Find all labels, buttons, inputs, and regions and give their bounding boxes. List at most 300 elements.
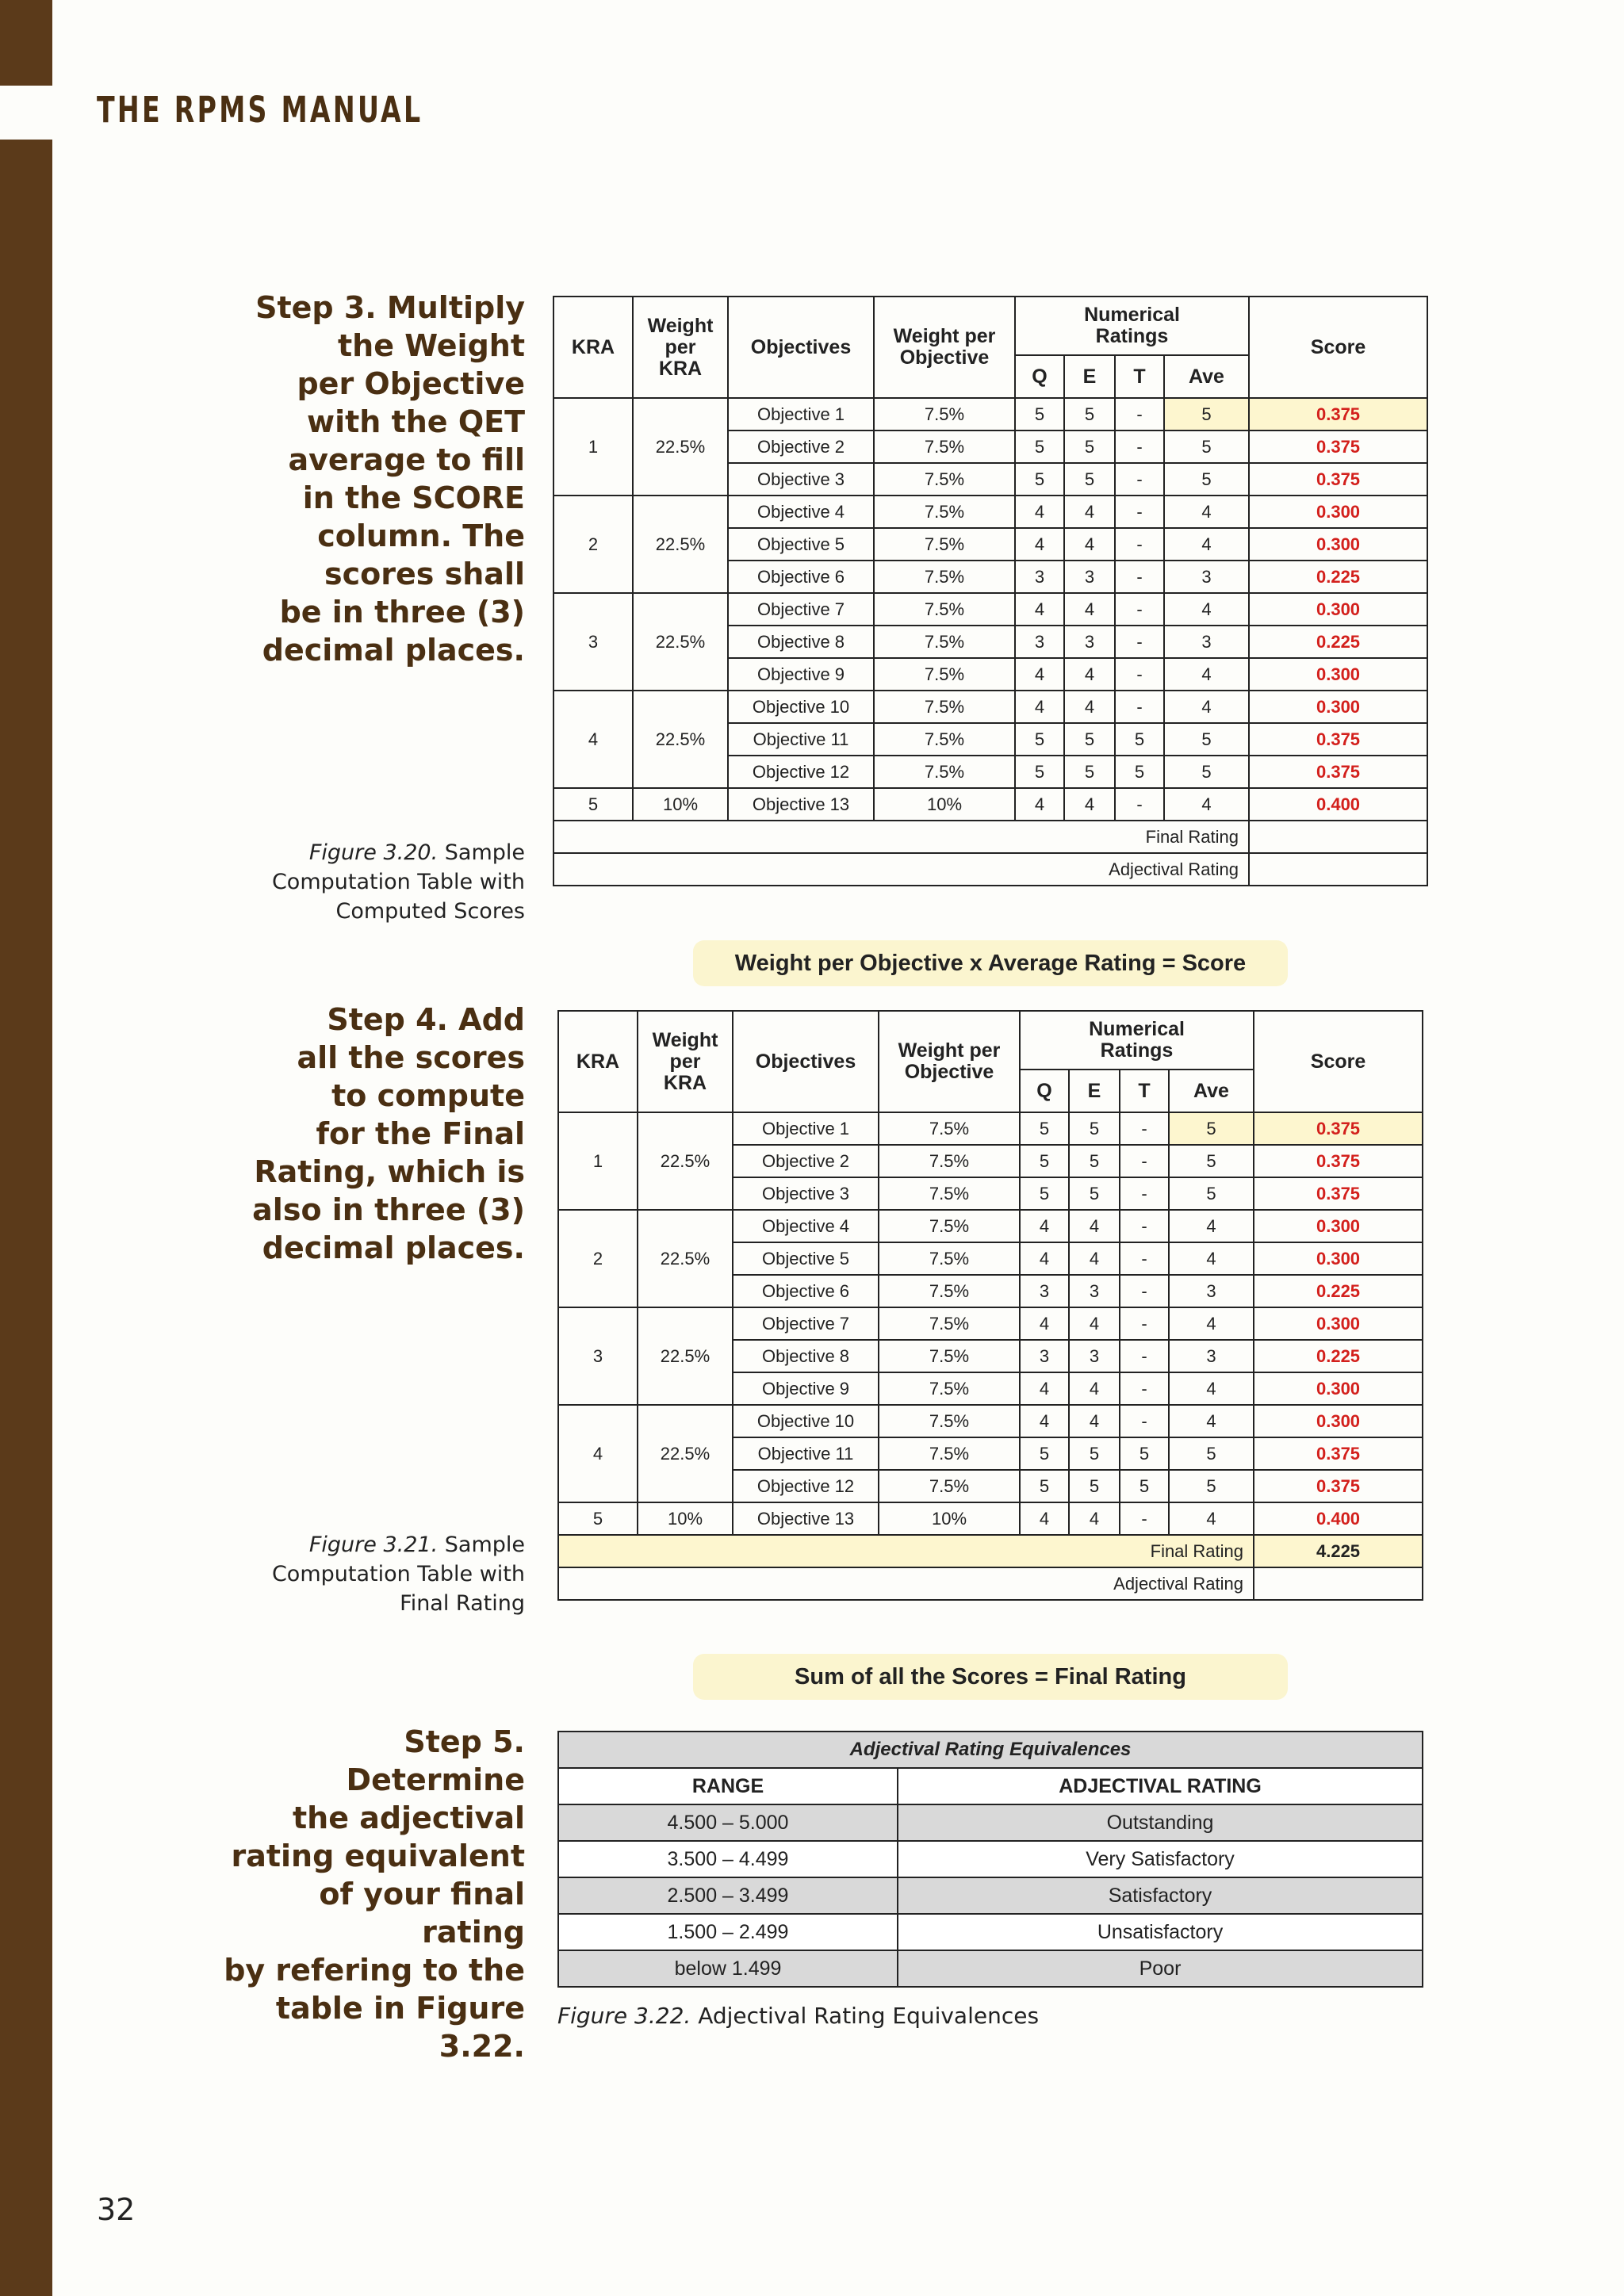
e-cell: 4	[1069, 1405, 1120, 1437]
t-cell: -	[1120, 1145, 1169, 1177]
adjectival-rating-value	[1249, 853, 1427, 886]
score-cell: 0.375	[1249, 723, 1427, 756]
average-cell: 4	[1169, 1307, 1254, 1340]
efficiency-header: E	[1069, 1070, 1120, 1112]
objective-weight-cell: 7.5%	[874, 626, 1015, 658]
rating-cell: Very Satisfactory	[898, 1841, 1423, 1877]
timeliness-header: T	[1115, 355, 1164, 398]
q-cell: 3	[1020, 1275, 1069, 1307]
quality-header: Q	[1020, 1070, 1069, 1112]
t-cell: -	[1115, 658, 1164, 691]
table-row	[558, 1502, 1423, 1535]
objective-weight-cell: 10%	[879, 1502, 1020, 1535]
objective-weight-cell: 7.5%	[879, 1470, 1020, 1502]
table-row	[558, 1405, 1423, 1437]
step4-line: for the Final	[316, 1116, 525, 1151]
objective-weight-cell: 7.5%	[879, 1307, 1020, 1340]
average-cell: 4	[1164, 788, 1249, 821]
figure-3-20-caption	[222, 838, 525, 926]
t-cell: -	[1120, 1307, 1169, 1340]
q-cell: 4	[1015, 691, 1064, 723]
table-row	[558, 1112, 1423, 1145]
step3-line: be in three (3)	[279, 595, 525, 629]
header-line: Objective	[899, 346, 990, 369]
table-row	[553, 691, 1427, 723]
adjectival-rating-label: Adjectival Rating	[558, 1567, 1254, 1600]
objective-weight-cell: 7.5%	[874, 528, 1015, 561]
t-cell: -	[1115, 398, 1164, 430]
weight-per-kra-header	[633, 297, 728, 398]
header-line: per	[669, 1050, 701, 1073]
final-rating-label: Final Rating	[553, 821, 1249, 853]
caption-text: Computation Table with	[271, 870, 525, 894]
average-cell: 5	[1169, 1470, 1254, 1502]
kra-cell: 5	[553, 788, 633, 821]
kra-weight-cell: 22.5%	[633, 691, 728, 788]
average-cell: 4	[1164, 658, 1249, 691]
e-cell: 4	[1064, 528, 1115, 561]
table-row	[553, 593, 1427, 626]
average-cell: 4	[1169, 1242, 1254, 1275]
range-cell: 3.500 – 4.499	[558, 1841, 898, 1877]
average-cell: 3	[1169, 1340, 1254, 1372]
adjectival-rating-table	[557, 1731, 1423, 1988]
objective-weight-cell: 7.5%	[879, 1405, 1020, 1437]
t-cell: -	[1120, 1372, 1169, 1405]
step4-line: all the scores	[297, 1040, 525, 1075]
score-cell: 0.375	[1254, 1177, 1423, 1210]
average-cell: 5	[1169, 1112, 1254, 1145]
kra-cell: 3	[558, 1307, 638, 1405]
objective-cell: Objective 1	[733, 1112, 879, 1145]
objective-cell: Objective 11	[733, 1437, 879, 1470]
weight-per-kra-header	[638, 1011, 733, 1112]
q-cell: 5	[1020, 1145, 1069, 1177]
q-cell: 5	[1015, 463, 1064, 496]
figure-3-22-caption	[557, 2003, 1039, 2029]
objective-cell: Objective 6	[728, 561, 874, 593]
q-cell: 3	[1015, 561, 1064, 593]
objective-weight-cell: 7.5%	[879, 1210, 1020, 1242]
q-cell: 4	[1020, 1307, 1069, 1340]
kra-header: KRA	[553, 297, 633, 398]
objective-weight-cell: 7.5%	[879, 1437, 1020, 1470]
step3-line: column. The	[317, 519, 525, 553]
numerical-ratings-header	[1020, 1011, 1254, 1070]
step3-line: the Weight	[338, 328, 525, 363]
average-cell: 3	[1164, 626, 1249, 658]
kra-cell: 1	[558, 1112, 638, 1210]
table-row	[553, 788, 1427, 821]
e-cell: 3	[1064, 626, 1115, 658]
figure-label: Figure 3.20.	[308, 840, 439, 865]
adjectival-rating-label: Adjectival Rating	[553, 853, 1249, 886]
header-line: per	[665, 335, 696, 358]
caption-text: Computed Scores	[335, 899, 525, 924]
objective-cell: Objective 11	[728, 723, 874, 756]
average-cell: 4	[1164, 528, 1249, 561]
e-cell: 4	[1064, 658, 1115, 691]
objective-weight-cell: 7.5%	[879, 1145, 1020, 1177]
t-cell: -	[1115, 528, 1164, 561]
objective-weight-cell: 7.5%	[874, 398, 1015, 430]
header-line: Ratings	[1100, 1039, 1174, 1062]
header-line: Numerical	[1084, 304, 1180, 326]
t-cell: -	[1115, 626, 1164, 658]
t-cell: -	[1115, 463, 1164, 496]
score-cell: 0.300	[1249, 658, 1427, 691]
header-line: Objective	[904, 1061, 994, 1083]
objective-weight-cell: 7.5%	[874, 463, 1015, 496]
objective-cell: Objective 9	[728, 658, 874, 691]
e-cell: 4	[1064, 691, 1115, 723]
t-cell: -	[1120, 1502, 1169, 1535]
adjectival-rating-header: ADJECTIVAL RATING	[898, 1768, 1423, 1804]
objective-weight-cell: 7.5%	[874, 561, 1015, 593]
adjectival-rating-value	[1254, 1567, 1423, 1600]
sidebar-notch	[0, 86, 52, 140]
step5-line: of your final rating	[319, 1877, 525, 1950]
score-cell: 0.225	[1249, 561, 1427, 593]
final-rating-value: 4.225	[1254, 1535, 1423, 1567]
final-rating-label: Final Rating	[558, 1535, 1254, 1567]
caption-text: Sample	[438, 840, 525, 865]
rating-cell: Unsatisfactory	[898, 1914, 1423, 1950]
score-cell: 0.225	[1249, 626, 1427, 658]
objective-cell: Objective 8	[733, 1340, 879, 1372]
t-cell: -	[1120, 1275, 1169, 1307]
average-cell: 4	[1169, 1372, 1254, 1405]
step5-line: rating equivalent	[231, 1839, 525, 1873]
score-cell: 0.375	[1254, 1145, 1423, 1177]
objective-cell: Objective 13	[733, 1502, 879, 1535]
t-cell: -	[1115, 496, 1164, 528]
e-cell: 5	[1064, 723, 1115, 756]
average-cell: 5	[1169, 1437, 1254, 1470]
score-cell: 0.300	[1254, 1307, 1423, 1340]
caption-text: Computation Table with	[271, 1562, 525, 1586]
average-cell: 5	[1169, 1145, 1254, 1177]
objective-weight-cell: 7.5%	[874, 658, 1015, 691]
objectives-header: Objectives	[733, 1011, 879, 1112]
score-cell: 0.375	[1254, 1437, 1423, 1470]
q-cell: 4	[1020, 1242, 1069, 1275]
step3-line: in the SCORE	[302, 480, 525, 515]
e-cell: 4	[1064, 788, 1115, 821]
score-cell: 0.375	[1254, 1112, 1423, 1145]
kra-cell: 4	[558, 1405, 638, 1502]
kra-weight-cell: 22.5%	[638, 1210, 733, 1307]
q-cell: 4	[1015, 593, 1064, 626]
kra-weight-cell: 22.5%	[633, 496, 728, 593]
header-line: Weight per	[898, 1039, 1001, 1062]
table-row	[553, 398, 1427, 430]
objective-cell: Objective 7	[733, 1307, 879, 1340]
step3-line: Step 3. Multiply	[255, 290, 525, 325]
e-cell: 5	[1069, 1437, 1120, 1470]
figure-label: Figure 3.21.	[308, 1533, 439, 1557]
e-cell: 4	[1069, 1502, 1120, 1535]
objective-cell: Objective 6	[733, 1275, 879, 1307]
formula-score: Weight per Objective x Average Rating = Score	[693, 940, 1288, 986]
step5-instructions	[222, 1723, 525, 2065]
adjectival-table-title: Adjectival Rating Equivalences	[558, 1732, 1423, 1768]
header-line: Weight	[652, 1028, 718, 1051]
objective-cell: Objective 4	[728, 496, 874, 528]
average-cell: 4	[1169, 1405, 1254, 1437]
numerical-ratings-header	[1015, 297, 1249, 355]
q-cell: 5	[1015, 398, 1064, 430]
e-cell: 4	[1064, 496, 1115, 528]
t-cell: -	[1115, 788, 1164, 821]
sidebar-bar	[0, 0, 52, 2296]
score-cell: 0.300	[1254, 1210, 1423, 1242]
step4-line: to compute	[331, 1078, 525, 1113]
objective-cell: Objective 1	[728, 398, 874, 430]
t-cell: -	[1120, 1112, 1169, 1145]
step4-line: Step 4. Add	[327, 1002, 525, 1037]
step3-line: scores shall	[324, 557, 525, 591]
table-row	[558, 1877, 1423, 1914]
kra-weight-cell: 10%	[638, 1502, 733, 1535]
kra-cell: 2	[553, 496, 633, 593]
average-cell: 3	[1169, 1275, 1254, 1307]
q-cell: 4	[1015, 496, 1064, 528]
objective-cell: Objective 3	[733, 1177, 879, 1210]
timeliness-header: T	[1120, 1070, 1169, 1112]
q-cell: 4	[1020, 1502, 1069, 1535]
e-cell: 5	[1069, 1145, 1120, 1177]
page-number: 32	[97, 2192, 136, 2227]
e-cell: 5	[1069, 1112, 1120, 1145]
score-cell: 0.375	[1249, 463, 1427, 496]
quality-header: Q	[1015, 355, 1064, 398]
header-line: KRA	[658, 357, 703, 380]
kra-weight-cell: 22.5%	[633, 593, 728, 691]
t-cell: -	[1120, 1405, 1169, 1437]
t-cell: -	[1120, 1242, 1169, 1275]
objective-weight-cell: 7.5%	[874, 691, 1015, 723]
step5-line: 3.22.	[439, 2029, 525, 2064]
figure-3-21-caption	[222, 1530, 525, 1618]
formula-final-rating: Sum of all the Scores = Final Rating	[693, 1654, 1288, 1700]
rating-cell: Outstanding	[898, 1804, 1423, 1841]
computation-table-final	[557, 1010, 1423, 1601]
caption-text: Sample	[438, 1533, 525, 1557]
objective-weight-cell: 7.5%	[879, 1275, 1020, 1307]
step4-line: Rating, which is	[254, 1154, 525, 1189]
step5-line: the adjectival	[292, 1800, 525, 1835]
step3-line: average to fill	[288, 442, 525, 477]
score-header: Score	[1249, 297, 1427, 398]
objective-weight-cell: 7.5%	[879, 1177, 1020, 1210]
average-cell: 4	[1164, 496, 1249, 528]
average-cell: 4	[1169, 1502, 1254, 1535]
table-row	[558, 1950, 1423, 1987]
header-line: Weight	[647, 314, 714, 337]
final-rating-row	[558, 1535, 1423, 1567]
range-cell: 2.500 – 3.499	[558, 1877, 898, 1914]
objective-weight-cell: 7.5%	[879, 1340, 1020, 1372]
objective-cell: Objective 10	[733, 1405, 879, 1437]
kra-cell: 2	[558, 1210, 638, 1307]
average-cell: 3	[1164, 561, 1249, 593]
final-rating-row	[553, 821, 1427, 853]
step4-line: also in three (3)	[252, 1192, 525, 1227]
weight-per-objective-header	[879, 1011, 1020, 1112]
objective-cell: Objective 10	[728, 691, 874, 723]
t-cell: -	[1120, 1210, 1169, 1242]
average-cell: 5	[1164, 756, 1249, 788]
e-cell: 3	[1069, 1275, 1120, 1307]
t-cell: -	[1120, 1177, 1169, 1210]
q-cell: 4	[1015, 528, 1064, 561]
objective-weight-cell: 7.5%	[874, 723, 1015, 756]
q-cell: 5	[1015, 723, 1064, 756]
objective-weight-cell: 7.5%	[874, 496, 1015, 528]
q-cell: 5	[1015, 756, 1064, 788]
header-line: Weight per	[893, 325, 996, 347]
table-row	[558, 1804, 1423, 1841]
weight-per-objective-header	[874, 297, 1015, 398]
range-cell: below 1.499	[558, 1950, 898, 1987]
table-row	[558, 1210, 1423, 1242]
kra-weight-cell: 22.5%	[638, 1112, 733, 1210]
header-line: KRA	[663, 1071, 707, 1094]
score-cell: 0.375	[1254, 1470, 1423, 1502]
manual-title: THE RPMS MANUAL	[97, 89, 423, 131]
average-cell: 4	[1164, 593, 1249, 626]
e-cell: 5	[1069, 1470, 1120, 1502]
objective-weight-cell: 7.5%	[874, 593, 1015, 626]
q-cell: 4	[1020, 1210, 1069, 1242]
score-cell: 0.300	[1249, 691, 1427, 723]
average-cell: 5	[1164, 430, 1249, 463]
objective-cell: Objective 8	[728, 626, 874, 658]
step5-line: Step 5. Determine	[346, 1724, 525, 1797]
e-cell: 5	[1064, 463, 1115, 496]
step3-line: per Objective	[297, 366, 525, 401]
q-cell: 4	[1020, 1372, 1069, 1405]
q-cell: 4	[1020, 1405, 1069, 1437]
objective-cell: Objective 13	[728, 788, 874, 821]
average-cell: 5	[1164, 398, 1249, 430]
t-cell: -	[1115, 593, 1164, 626]
table-row	[553, 496, 1427, 528]
score-cell: 0.300	[1249, 528, 1427, 561]
final-rating-value	[1249, 821, 1427, 853]
caption-text: Final Rating	[400, 1591, 525, 1616]
average-cell: 5	[1164, 463, 1249, 496]
average-cell: 5	[1164, 723, 1249, 756]
range-cell: 1.500 – 2.499	[558, 1914, 898, 1950]
kra-cell: 3	[553, 593, 633, 691]
score-cell: 0.375	[1249, 398, 1427, 430]
q-cell: 5	[1015, 430, 1064, 463]
table-row	[558, 1307, 1423, 1340]
average-cell: 5	[1169, 1177, 1254, 1210]
objective-cell: Objective 5	[728, 528, 874, 561]
step4-line: decimal places.	[262, 1230, 525, 1265]
objective-weight-cell: 7.5%	[874, 756, 1015, 788]
step4-instructions	[222, 1001, 525, 1267]
score-cell: 0.400	[1254, 1502, 1423, 1535]
t-cell: 5	[1115, 723, 1164, 756]
q-cell: 3	[1015, 626, 1064, 658]
q-cell: 3	[1020, 1340, 1069, 1372]
objective-weight-cell: 7.5%	[879, 1112, 1020, 1145]
caption-text: Adjectival Rating Equivalences	[691, 2003, 1040, 2029]
objective-cell: Objective 5	[733, 1242, 879, 1275]
objective-cell: Objective 4	[733, 1210, 879, 1242]
t-cell: 5	[1115, 756, 1164, 788]
table-row	[558, 1914, 1423, 1950]
e-cell: 3	[1069, 1340, 1120, 1372]
average-header: Ave	[1164, 355, 1249, 398]
step3-instructions	[222, 289, 525, 669]
adjectival-rating-row	[558, 1567, 1423, 1600]
kra-header: KRA	[558, 1011, 638, 1112]
q-cell: 5	[1020, 1470, 1069, 1502]
score-header: Score	[1254, 1011, 1423, 1112]
kra-weight-cell: 22.5%	[638, 1307, 733, 1405]
adjectival-rating-row	[553, 853, 1427, 886]
objective-cell: Objective 2	[728, 430, 874, 463]
kra-weight-cell: 22.5%	[638, 1405, 733, 1502]
step3-line: decimal places.	[262, 633, 525, 668]
objective-weight-cell: 7.5%	[879, 1372, 1020, 1405]
t-cell: -	[1120, 1340, 1169, 1372]
score-cell: 0.225	[1254, 1340, 1423, 1372]
average-cell: 4	[1164, 691, 1249, 723]
e-cell: 5	[1064, 430, 1115, 463]
score-cell: 0.300	[1254, 1242, 1423, 1275]
range-cell: 4.500 – 5.000	[558, 1804, 898, 1841]
kra-weight-cell: 22.5%	[633, 398, 728, 496]
t-cell: -	[1115, 691, 1164, 723]
rating-cell: Satisfactory	[898, 1877, 1423, 1914]
e-cell: 4	[1064, 593, 1115, 626]
t-cell: -	[1115, 561, 1164, 593]
average-header: Ave	[1169, 1070, 1254, 1112]
e-cell: 5	[1064, 756, 1115, 788]
average-cell: 4	[1169, 1210, 1254, 1242]
range-header: RANGE	[558, 1768, 898, 1804]
e-cell: 5	[1064, 398, 1115, 430]
header-line: Numerical	[1089, 1018, 1185, 1040]
objective-weight-cell: 7.5%	[874, 430, 1015, 463]
e-cell: 5	[1069, 1177, 1120, 1210]
q-cell: 4	[1015, 788, 1064, 821]
e-cell: 3	[1064, 561, 1115, 593]
score-cell: 0.300	[1249, 496, 1427, 528]
score-cell: 0.225	[1254, 1275, 1423, 1307]
objective-cell: Objective 2	[733, 1145, 879, 1177]
score-cell: 0.300	[1249, 593, 1427, 626]
e-cell: 4	[1069, 1372, 1120, 1405]
figure-label: Figure 3.22.	[557, 2003, 691, 2029]
q-cell: 4	[1015, 658, 1064, 691]
score-cell: 0.300	[1254, 1372, 1423, 1405]
efficiency-header: E	[1064, 355, 1115, 398]
table-row	[558, 1841, 1423, 1877]
q-cell: 5	[1020, 1112, 1069, 1145]
score-cell: 0.400	[1249, 788, 1427, 821]
objective-weight-cell: 7.5%	[879, 1242, 1020, 1275]
e-cell: 4	[1069, 1307, 1120, 1340]
kra-cell: 1	[553, 398, 633, 496]
e-cell: 4	[1069, 1242, 1120, 1275]
